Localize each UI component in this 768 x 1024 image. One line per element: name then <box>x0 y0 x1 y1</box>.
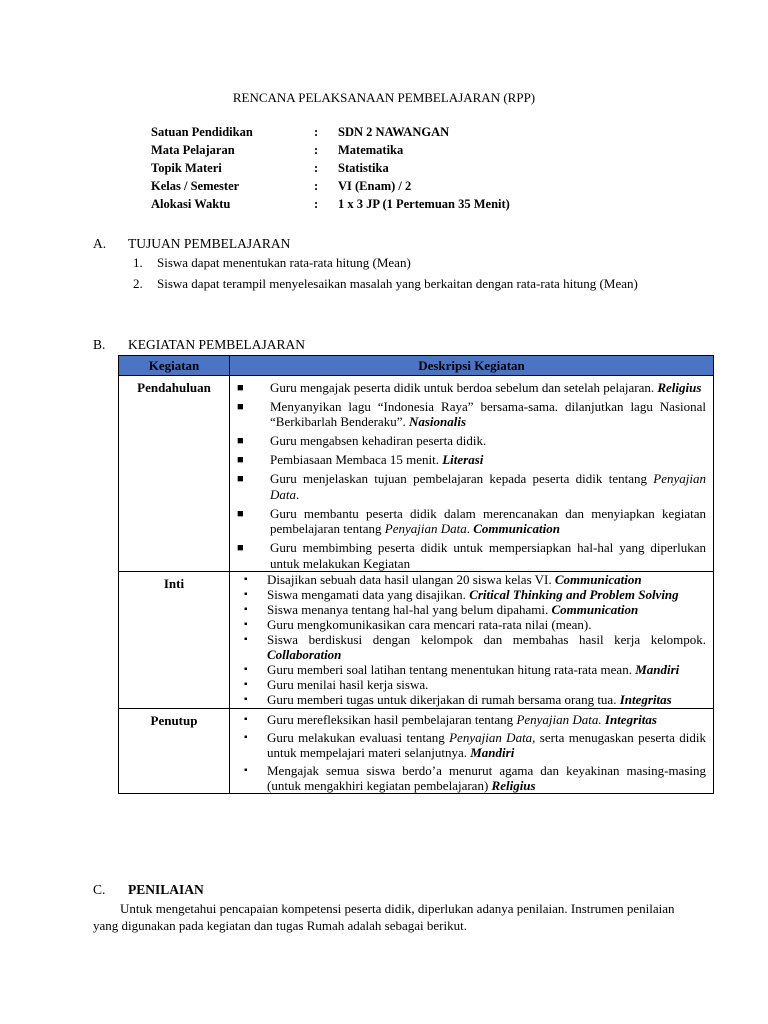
small-square-bullet-icon: ▪ <box>244 694 248 705</box>
identity-value: 1 x 3 JP (1 Pertemuan 35 Menit) <box>338 197 510 211</box>
description-cell <box>230 376 714 572</box>
document-title: RENCANA PELAKSANAAN PEMBELAJARAN (RPP) <box>232 90 536 105</box>
activity-list <box>230 380 713 572</box>
identity-colon: : <box>314 125 319 139</box>
identity-value: Matematika <box>338 143 404 157</box>
identity-value: VI (Enam) / 2 <box>338 179 412 193</box>
identity-colon: : <box>314 179 319 193</box>
small-square-bullet-icon: ▪ <box>244 765 248 776</box>
identity-label: Topik Materi <box>151 161 222 175</box>
identity-label: Satuan Pendidikan <box>151 125 253 139</box>
activity-text: Siswa menanya tentang hal-hal yang belum dipahami. <box>267 602 549 617</box>
activity-text: Guru mengajak peserta didik untuk berdoa sebelum dan setelah pelajaran. <box>270 379 655 395</box>
small-square-bullet-icon: ▪ <box>244 589 248 600</box>
list-item <box>230 632 713 662</box>
identity-value: SDN 2 NAWANGAN <box>338 125 450 139</box>
section-title: PENILAIAN <box>128 882 204 897</box>
activity-text: Mengajak semua siswa berdo’a menurut agama dan keyakinan masing-masing (untuk mengakhiri kegiatan pembelajaran) <box>267 763 706 793</box>
value-tag: Communication <box>548 602 639 617</box>
square-bullet-icon: ■ <box>237 507 244 520</box>
topic-name: Penyajian Data, <box>449 730 536 745</box>
section-letter: C. <box>93 882 106 897</box>
table-row <box>119 376 714 572</box>
list-item: ■ Guru menjelaskan tujuan pembelajaran kepada peserta didik tentang Penyajian Data. <box>237 471 706 502</box>
list-item-text: Siswa dapat terampil menyelesaikan masalah yang berkaitan dengan rata-rata hitung (Mean) <box>157 275 638 291</box>
activity-list <box>230 712 713 793</box>
value-tag: Critical Thinking and Problem Solving <box>465 587 679 602</box>
list-item <box>230 399 713 430</box>
section-c-heading <box>93 881 204 898</box>
topic-name: Penyajian Data. <box>516 712 602 727</box>
small-square-bullet-icon: ▪ <box>244 732 248 743</box>
activity-text: Disajikan sebuah data hasil ulangan 20 siswa kelas VI. <box>267 572 552 587</box>
objectives-list <box>133 254 643 295</box>
identity-row <box>151 143 510 161</box>
activity-text: Siswa mengamati data yang disajikan. <box>267 587 466 602</box>
identity-row <box>151 161 510 179</box>
stage-inti: Inti <box>119 572 230 709</box>
value-tag: Mandiri <box>631 662 680 677</box>
stage-penutup: Penutup <box>119 709 230 794</box>
list-item: ■ Guru membantu peserta didik dalam merencanakan dan menyiapkan kegiatan pembelajaran tentang Penyajian Data. Communication <box>237 505 706 536</box>
value-tag: Literasi <box>438 452 484 467</box>
list-number: 2. <box>133 275 143 291</box>
list-item <box>230 763 713 793</box>
small-square-bullet-icon: ▪ <box>244 714 248 725</box>
small-square-bullet-icon: ▪ <box>244 664 248 675</box>
column-header-kegiatan: Kegiatan <box>119 356 230 376</box>
small-square-bullet-icon: ▪ <box>244 604 248 615</box>
list-item <box>230 587 713 602</box>
square-bullet-icon: ■ <box>237 542 244 554</box>
activity-text: Guru menilai hasil kerja siswa. <box>267 677 429 692</box>
list-item <box>230 662 713 677</box>
activity-text: Guru memberi tugas untuk dikerjakan di rumah bersama orang tua. <box>267 692 617 707</box>
description-cell <box>230 709 714 794</box>
list-item <box>230 712 713 727</box>
table-row <box>119 572 714 709</box>
list-item <box>230 452 713 468</box>
value-tag: Religius <box>654 379 702 395</box>
description-cell <box>230 572 714 709</box>
identity-table <box>151 125 510 215</box>
list-item <box>230 730 713 760</box>
activities-table <box>118 355 714 794</box>
value-tag: Collaboration <box>267 647 342 662</box>
square-bullet-icon: ■ <box>237 435 244 447</box>
topic-name: Penyajian Data <box>270 471 706 502</box>
identity-value: Statistika <box>338 161 389 175</box>
identity-label: Alokasi Waktu <box>151 197 231 211</box>
activity-text: Guru mengkomunikasikan cara mencari rata-rata nilai (mean). <box>267 617 592 632</box>
assessment-paragraph: Untuk mengetahui pencapaian kompetensi peserta didik, diperlukan adanya penilaian. Instrumen penilaian yang digunakan pada kegiatan dan tugas Rumah adalah sebagai berikut. <box>93 901 675 933</box>
section-letter: B. <box>93 337 106 352</box>
list-item <box>230 380 713 396</box>
identity-row <box>151 125 510 143</box>
identity-row <box>151 197 510 215</box>
small-square-bullet-icon: ▪ <box>244 634 248 645</box>
column-header-deskripsi: Deskripsi Kegiatan <box>230 356 714 376</box>
activity-text: Guru memberi soal latihan tentang menentukan hitung rata-rata mean. <box>267 662 632 677</box>
identity-colon: : <box>314 161 319 175</box>
list-item <box>230 433 713 449</box>
section-title: TUJUAN PEMBELAJARAN <box>128 236 291 251</box>
activity-list <box>230 572 713 707</box>
activity-text: Menyanyikan lagu “Indonesia Raya” bersama-sama. dilanjutkan lagu Nasional “Berkibarlah Benderaku”. <box>270 398 706 429</box>
list-item-text: Siswa dapat menentukan rata-rata hitung (Mean) <box>157 255 411 270</box>
value-tag: Communication <box>551 572 642 587</box>
list-item <box>230 602 713 617</box>
table-header-row <box>119 356 714 376</box>
activity-text: Pembiasaan Membaca 15 menit. <box>270 452 439 467</box>
list-item <box>133 275 643 294</box>
identity-colon: : <box>314 143 319 157</box>
section-b-heading <box>93 336 305 353</box>
value-tag: Mandiri <box>467 745 515 760</box>
activity-text: Guru membantu peserta didik dalam merencanakan dan menyiapkan kegiatan pembelajaran tentang <box>270 505 706 536</box>
list-item <box>230 617 713 632</box>
activity-text: Guru merefleksikan hasil pembelajaran tentang <box>267 712 517 727</box>
topic-name: Penyajian Data <box>384 521 467 536</box>
small-square-bullet-icon: ▪ <box>244 574 248 585</box>
value-tag: Integritas <box>616 692 672 707</box>
square-bullet-icon: ■ <box>237 454 244 466</box>
small-square-bullet-icon: ▪ <box>244 679 248 690</box>
activity-text: Guru melakukan evaluasi tentang <box>267 730 450 745</box>
list-number: 1. <box>133 255 143 270</box>
identity-row <box>151 179 510 197</box>
list-item <box>230 540 713 571</box>
identity-label: Mata Pelajaran <box>151 143 235 157</box>
list-item <box>230 692 713 707</box>
identity-label: Kelas / Semester <box>151 179 240 193</box>
square-bullet-icon: ■ <box>237 473 244 485</box>
value-tag: Religius <box>488 778 536 793</box>
value-tag: Integritas <box>601 712 657 727</box>
stage-pendahuluan: Pendahuluan <box>119 376 230 572</box>
identity-colon: : <box>314 197 319 211</box>
value-tag: Communication <box>470 521 560 536</box>
list-item <box>230 677 713 692</box>
table-row <box>119 709 714 794</box>
section-a-heading <box>93 235 290 252</box>
small-square-bullet-icon: ▪ <box>244 619 248 630</box>
list-item <box>230 572 713 587</box>
section-letter: A. <box>93 236 107 251</box>
activity-text: Guru membimbing peserta didik untuk mempersiapkan hal-hal yang diperlukan untuk melakukan Kegiatan <box>270 540 706 571</box>
square-bullet-icon: ■ <box>237 400 244 413</box>
section-title: KEGIATAN PEMBELAJARAN <box>128 337 306 352</box>
value-tag: Nasionalis <box>405 414 467 429</box>
list-item <box>133 254 643 273</box>
activity-text: Guru mengabsen kehadiran peserta didik. <box>270 433 487 448</box>
activity-text: Guru menjelaskan tujuan pembelajaran kepada peserta didik tentang <box>270 471 654 486</box>
activity-text-continued: serta menugaskan peserta didik untuk mempelajari materi selanjutnya. <box>267 730 706 760</box>
square-bullet-icon: ■ <box>237 381 244 394</box>
activity-text: Siswa berdiskusi dengan kelompok dan membahas hasil kerja kelompok. <box>267 632 706 647</box>
